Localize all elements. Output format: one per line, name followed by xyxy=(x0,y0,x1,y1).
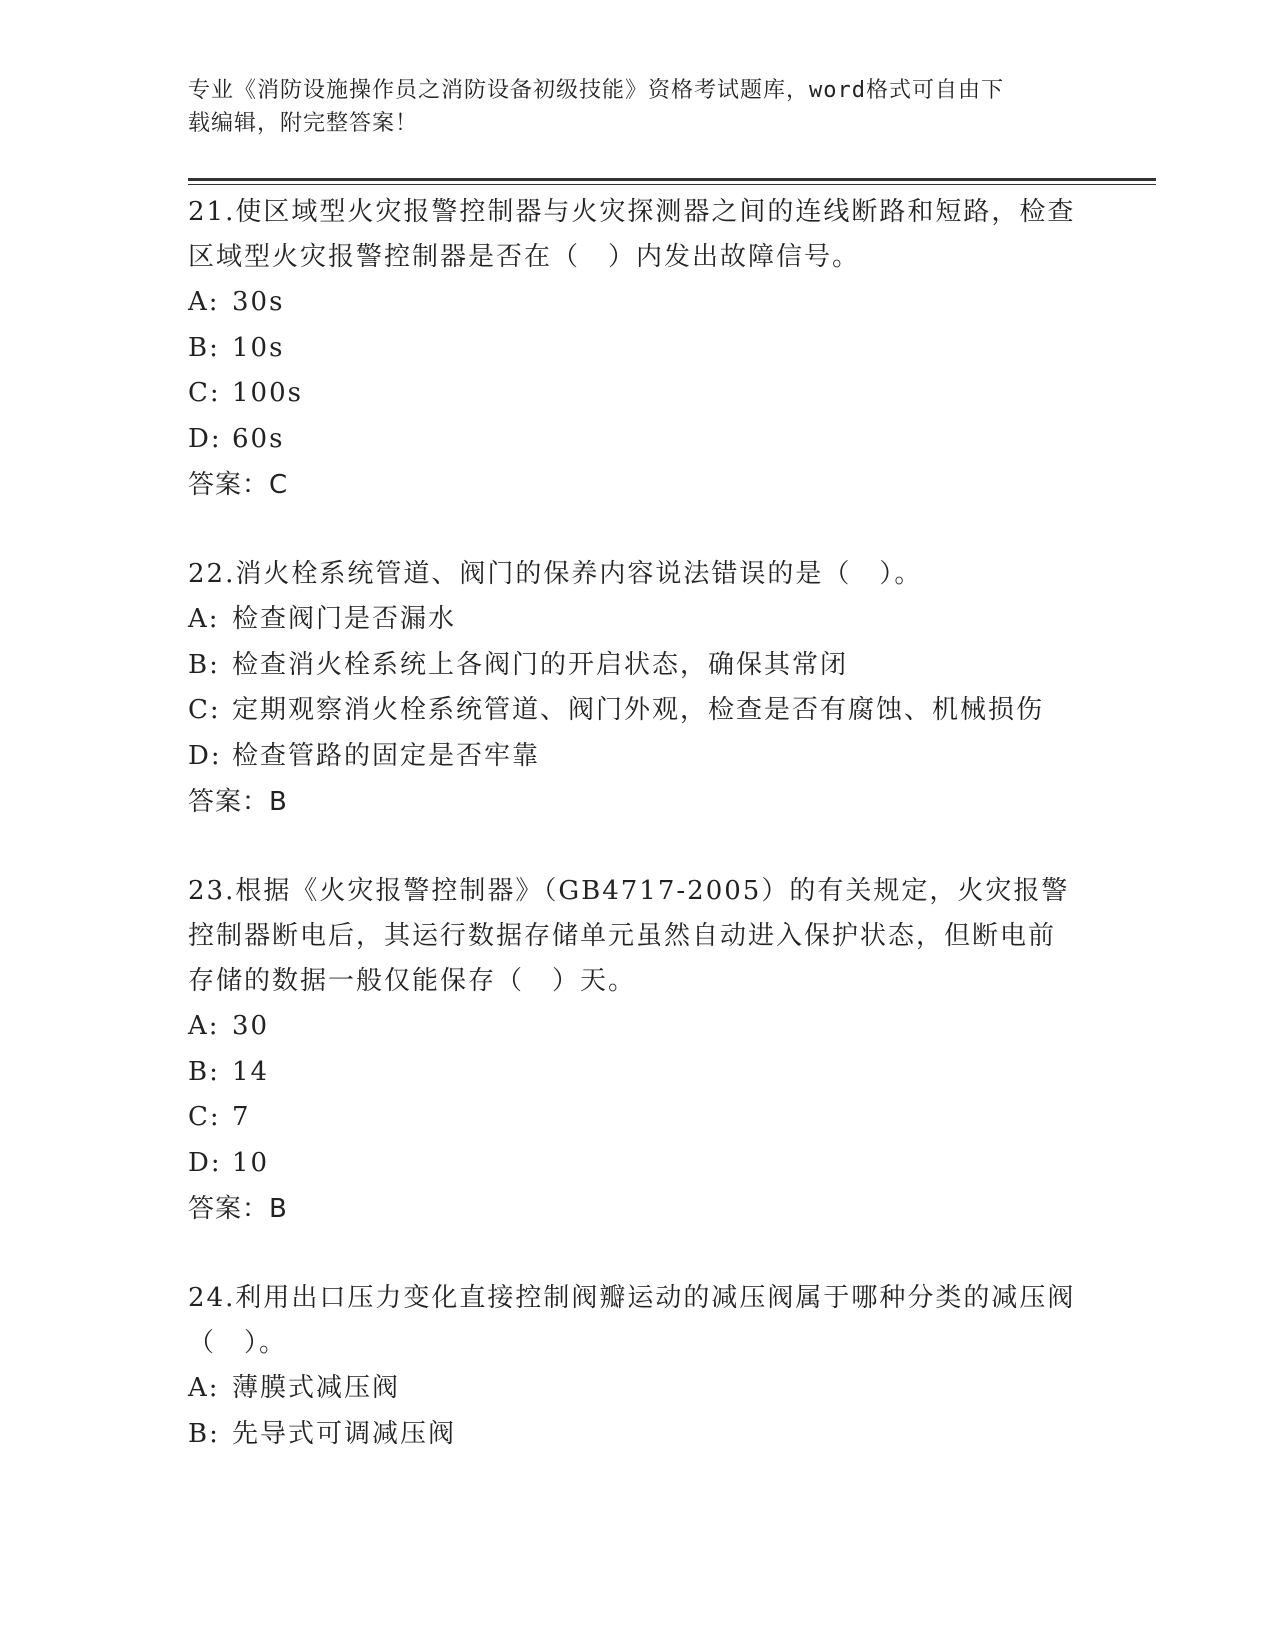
option-key: C: xyxy=(188,378,221,408)
document-header xyxy=(188,74,1068,140)
option-text: 10s xyxy=(232,332,285,363)
option-key: D: xyxy=(188,740,222,771)
option-text: 定期观察消火栓系统管道、阀门外观，检查是否有腐蚀、机械损伤 xyxy=(232,695,1045,725)
option-key: A: xyxy=(188,604,220,634)
option-d xyxy=(188,1141,1088,1187)
option-text: 30 xyxy=(232,1011,270,1041)
question-stem: 22.消火栓系统管道、阀门的保养内容说法错误的是（ ）。 xyxy=(188,559,923,589)
question-22 xyxy=(188,552,1088,825)
option-text: 30s xyxy=(232,287,285,317)
header-divider-thin xyxy=(188,184,1156,185)
option-d xyxy=(188,734,1088,780)
option-text: 先导式可调减压阀 xyxy=(232,1418,457,1449)
option-key: B: xyxy=(188,1056,220,1087)
option-d xyxy=(188,417,1088,463)
answer-line: 答案：B xyxy=(188,1194,288,1224)
option-b xyxy=(188,1412,1088,1458)
option-text: 60s xyxy=(232,423,285,454)
option-text: 7 xyxy=(232,1102,251,1132)
answer-line: 答案：B xyxy=(188,787,288,817)
option-b xyxy=(188,1050,1088,1096)
option-key: A: xyxy=(188,1011,220,1041)
option-text: 薄膜式减压阀 xyxy=(232,1373,401,1403)
option-c xyxy=(188,688,1088,734)
option-key: B: xyxy=(188,649,220,680)
option-a xyxy=(188,1366,1088,1412)
option-key: A: xyxy=(188,287,220,317)
option-c xyxy=(188,1095,1088,1141)
option-text: 检查阀门是否漏水 xyxy=(232,604,457,634)
question-stem: 21.使区域型火灾报警控制器与火灾探测器之间的连线断路和短路，检查区域型火灾报警控制器是否在（ ）内发出故障信号。 xyxy=(188,197,1076,272)
option-c xyxy=(188,371,1088,417)
option-text: 100s xyxy=(232,378,303,408)
header-line-1: 专业《消防设施操作员之消防设备初级技能》资格考试题库，word格式可自由下 xyxy=(188,78,1004,103)
option-text: 检查管路的固定是否牢靠 xyxy=(232,740,541,771)
option-text: 10 xyxy=(232,1147,270,1178)
option-text: 检查消火栓系统上各阀门的开启状态，确保其常闭 xyxy=(232,649,849,680)
header-line-2: 载编辑，附完整答案！ xyxy=(188,111,419,136)
option-b xyxy=(188,326,1088,372)
option-a xyxy=(188,280,1088,326)
option-key: C: xyxy=(188,695,221,725)
option-text: 14 xyxy=(232,1056,270,1087)
option-key: A: xyxy=(188,1373,220,1403)
option-a xyxy=(188,1004,1088,1050)
answer-line: 答案：C xyxy=(188,470,289,500)
question-list xyxy=(188,190,1088,1501)
option-key: D: xyxy=(188,423,222,454)
option-key: B: xyxy=(188,332,220,363)
option-a xyxy=(188,597,1088,643)
option-b xyxy=(188,643,1088,689)
option-key: C: xyxy=(188,1102,221,1132)
header-divider-thick xyxy=(188,178,1156,181)
question-stem: 23.根据《火灾报警控制器》（GB4717-2005）的有关规定，火灾报警控制器断电后，其运行数据存储单元虽然自动进入保护状态，但断电前存储的数据一般仅能保存（ ）天。 xyxy=(188,876,1070,996)
question-stem: 24.利用出口压力变化直接控制阀瓣运动的减压阀属于哪种分类的减压阀（ ）。 xyxy=(188,1283,1076,1358)
option-key: B: xyxy=(188,1418,220,1449)
question-23 xyxy=(188,869,1088,1232)
option-key: D: xyxy=(188,1147,222,1178)
question-24 xyxy=(188,1276,1088,1457)
question-21 xyxy=(188,190,1088,508)
